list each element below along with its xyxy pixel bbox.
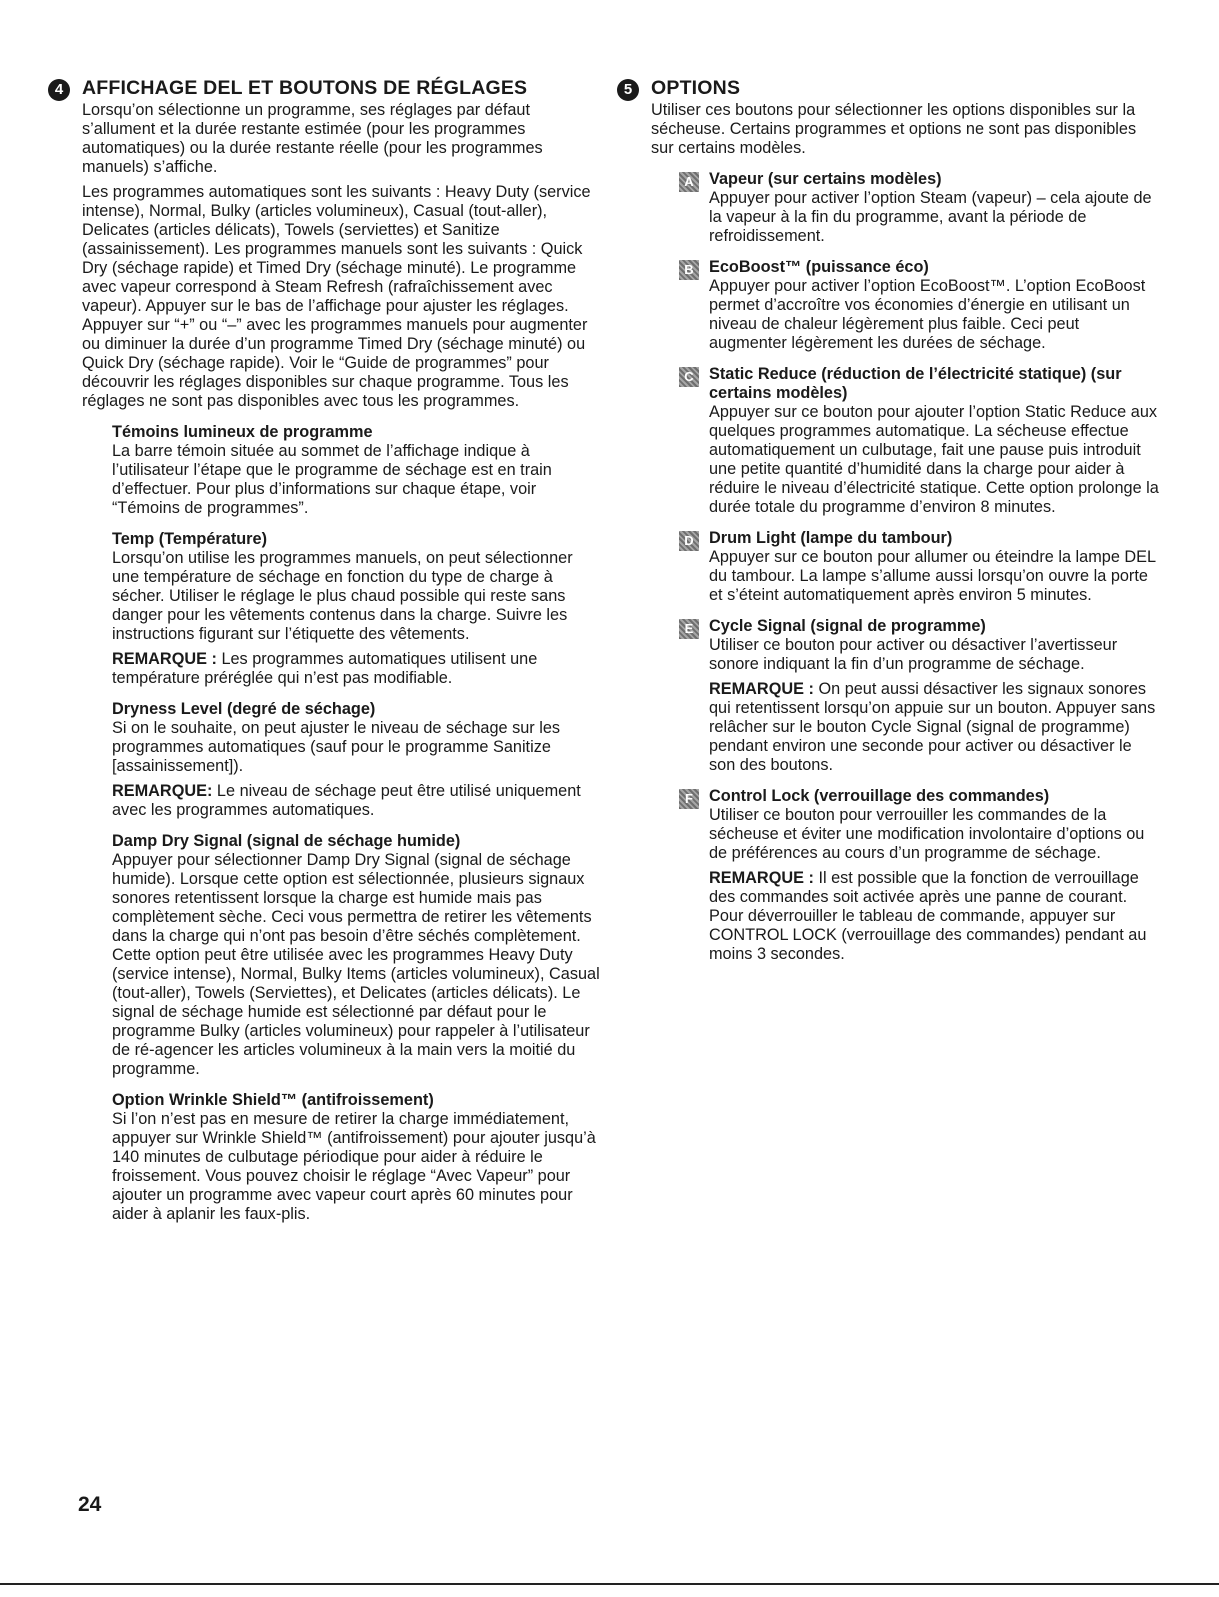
subsection-dryness-level xyxy=(112,700,602,832)
section-title: OPTIONS xyxy=(651,77,741,99)
section-number-badge: 4 xyxy=(48,79,70,101)
intro-paragraph: Utiliser ces boutons pour sélectionner les options disponibles sur la sécheuse. Certains programmes et options ne sont pas disponibles sur certains modèles. xyxy=(651,101,1137,157)
subsection-title: Témoins lumineux de programme xyxy=(112,423,373,441)
option-letter-icon: A xyxy=(679,172,699,192)
subsection-temperature xyxy=(112,530,602,700)
subsection-title: Damp Dry Signal (signal de séchage humide) xyxy=(112,832,461,850)
subsection-text: Si on le souhaite, on peut ajuster le niveau de séchage sur les programmes automatiques (sauf pour le programme Sanitize [assainissement]). xyxy=(112,719,561,775)
subsection-program-lights xyxy=(112,423,602,530)
option-letter-icon: D xyxy=(679,531,699,551)
subsection-title: Option Wrinkle Shield™ (antifroissement) xyxy=(112,1091,434,1109)
note-paragraph xyxy=(112,650,602,688)
subsection-wrinkle-shield xyxy=(112,1091,602,1224)
option-title: Vapeur (sur certains modèles) xyxy=(709,170,942,188)
section-5-header xyxy=(623,76,1161,100)
option-title: EcoBoost™ (puissance éco) xyxy=(709,258,929,276)
intro-paragraph: Lorsqu’on sélectionne un programme, ses réglages par défaut s’allument et la durée restante estimée (pour les programmes automatiques) ou la durée restante réelle (pour les programmes manuels) s’affiche. xyxy=(82,101,543,176)
option-title: Control Lock (verrouillage des commandes) xyxy=(709,787,1050,805)
subsection-title: Dryness Level (degré de séchage) xyxy=(112,700,376,718)
left-column xyxy=(54,76,602,1230)
subsection-damp-dry-signal xyxy=(112,832,602,1091)
subsection-title: Temp (Température) xyxy=(112,530,267,548)
option-title: Drum Light (lampe du tambour) xyxy=(709,529,953,547)
option-letter-icon: B xyxy=(679,260,699,280)
bottom-divider xyxy=(0,1583,1219,1585)
option-title: Static Reduce (réduction de l’électricité statique) (sur certains modèles) xyxy=(709,365,1122,402)
note-label: REMARQUE : xyxy=(709,680,814,698)
option-text: Appuyer sur ce bouton pour ajouter l’option Static Reduce aux quelques programmes automatique. La sécheuse effectue automatiquement un culbutage, fait une pause puis introduit une petite quantité d’humidité dans la charge pour aider à réduire le niveau d’électricité statique. Cette option prolonge la durée totale du programme d’environ 8 minutes. xyxy=(709,403,1159,516)
section-4-header xyxy=(54,76,602,100)
section-title: AFFICHAGE DEL ET BOUTONS DE RÉGLAGES xyxy=(82,77,528,99)
subsection-text: Appuyer pour sélectionner Damp Dry Signal (signal de séchage humide). Lorsque cette option est sélectionnée, plusieurs signaux sonores retentissent lorsque la charge est humide mais pas complètement sèche. Ceci vous permettra de retirer les vêtements dans la charge qui n’ont pas besoin d’être séchés complètement. Cette option peut être utilisée avec les programmes Heavy Duty (service intense), Normal, Bulky Items (articles volumineux), Casual (tout-aller), Towels (Serviettes), et Delicates (articles délicats). Le signal de séchage humide est sélectionné par défaut pour le programme Bulky (articles volumineux) pour rappeler à l’utilisateur de ré-agencer les articles volumineux à la main vers la moitié du programme. xyxy=(112,851,600,1078)
option-ecoboost xyxy=(651,258,1161,365)
right-column xyxy=(623,76,1161,970)
subsection-text: Si l’on n’est pas en mesure de retirer la charge immédiatement, appuyer sur Wrinkle Shield™ (antifroissement) pour ajouter jusqu’à 140 minutes de culbutage périodique pour aider à réduire le froissement. Vous pouvez choisir le réglage “Avec Vapeur” pour ajouter un programme avec vapeur court après 60 minutes pour aider à aplanir les faux-plis. xyxy=(112,1110,596,1223)
option-letter-icon: E xyxy=(679,619,699,639)
note-text: Il est possible que la fonction de verrouillage des commandes soit activée après une panne de courant. Pour déverrouiller le tableau de commande, appuyer sur CONTROL LOCK (verrouillage des commandes) pendant au moins 3 secondes. xyxy=(709,869,1147,963)
note-label: REMARQUE: xyxy=(112,782,213,800)
note-label: REMARQUE : xyxy=(709,869,814,887)
note-label: REMARQUE : xyxy=(112,650,217,668)
option-steam xyxy=(651,170,1161,258)
option-text: Appuyer pour activer l’option Steam (vapeur) – cela ajoute de la vapeur à la fin du programme, avant la période de refroidissement. xyxy=(709,189,1152,245)
option-letter-icon: F xyxy=(679,789,699,809)
option-text: Appuyer sur ce bouton pour allumer ou éteindre la lampe DEL du tambour. La lampe s’allume aussi lorsqu’on ouvre la porte et s’éteint automatiquement après environ 5 minutes. xyxy=(709,548,1156,604)
note-text: Le niveau de séchage peut être utilisé uniquement avec les programmes automatiques. xyxy=(112,782,581,819)
option-letter-icon: C xyxy=(679,367,699,387)
note-text: On peut aussi désactiver les signaux sonores qui retentissent lorsqu’on appuie sur un bouton. Appuyer sans relâcher sur le bouton Cycle Signal (signal de programme) pendant environ une seconde pour activer ou désactiver le son des boutons. xyxy=(709,680,1156,774)
option-static-reduce xyxy=(651,365,1161,529)
note-paragraph xyxy=(709,869,1161,964)
page-number: 24 xyxy=(78,1493,102,1516)
option-text: Utiliser ce bouton pour verrouiller les commandes de la sécheuse et éviter une modification involontaire d’options ou de préférences au cours d’un programme de séchage. xyxy=(709,806,1145,862)
option-title: Cycle Signal (signal de programme) xyxy=(709,617,986,635)
section-number-badge: 5 xyxy=(617,79,639,101)
option-drum-light xyxy=(651,529,1161,617)
intro-paragraph: Les programmes automatiques sont les suivants : Heavy Duty (service intense), Normal, Bulky (articles volumineux), Casual (tout-aller), Delicates (articles délicats), Towels (serviettes) et Sanitize (assainissement). Les programmes manuels sont les suivants : Quick Dry (séchage rapide) et Timed Dry (séchage minuté). Le programme avec vapeur correspond à Steam Refresh (rafraîchissement avec vapeur). Appuyer sur le bas de l’affichage pour ajuster les réglages. Appuyer sur “+” ou “–” avec les programmes manuels pour augmenter ou diminuer la durée d’un programme Timed Dry (séchage minuté) ou Quick Dry (séchage rapide). Voir le “Guide de programmes” pour découvrir les réglages disponibles sur chaque programme. Tous les réglages ne sont pas disponibles avec tous les programmes. xyxy=(82,183,591,410)
note-text: Les programmes automatiques utilisent une température préréglée qui n’est pas modifiable. xyxy=(112,650,538,687)
note-paragraph xyxy=(709,680,1161,775)
option-text: Utiliser ce bouton pour activer ou désactiver l’avertisseur sonore indiquant la fin d’un programme de séchage. xyxy=(709,636,1118,673)
option-control-lock xyxy=(651,787,1161,964)
subsection-text: La barre témoin située au sommet de l’affichage indique à l’utilisateur l’étape que le programme de séchage est en train d’effectuer. Pour plus d’informations sur chaque étape, voir “Témoins de programmes”. xyxy=(112,442,552,517)
option-cycle-signal xyxy=(651,617,1161,787)
option-text: Appuyer pour activer l’option EcoBoost™. L’option EcoBoost permet d’accroître vos économies d’énergie en utilisant un niveau de chaleur légèrement plus faible. Ceci peut augmenter légèrement les durées de séchage. xyxy=(709,277,1146,352)
note-paragraph xyxy=(112,782,602,820)
subsection-text: Lorsqu’on utilise les programmes manuels, on peut sélectionner une température de séchage en fonction du type de charge à sécher. Utiliser le réglage le plus chaud possible qui reste sans danger pour les vêtements contenus dans la charge. Suivre les instructions figurant sur l’étiquette des vêtements. xyxy=(112,549,573,643)
